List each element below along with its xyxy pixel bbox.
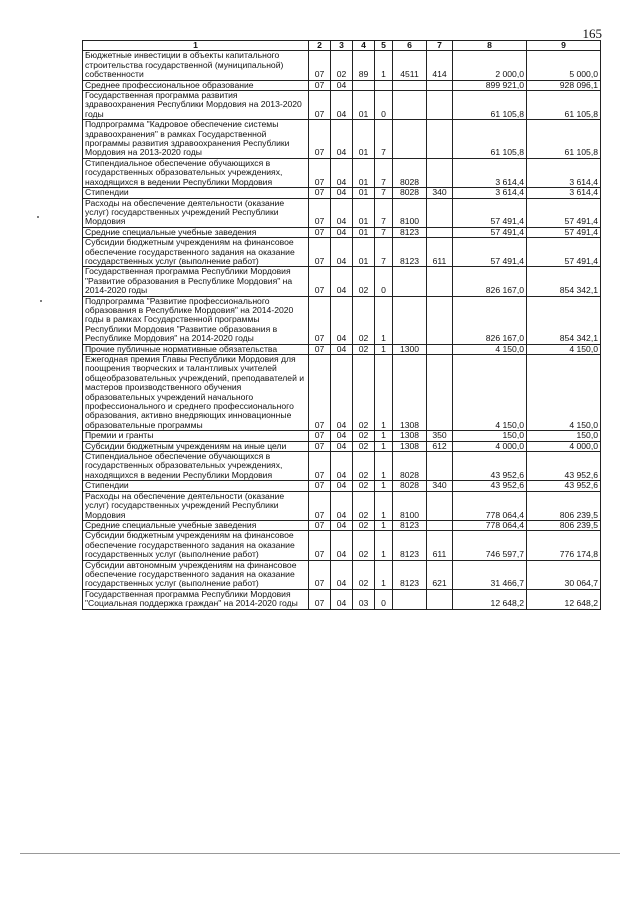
col-program: 01 (353, 120, 375, 159)
col-article: 4511 (393, 51, 427, 80)
table-row (83, 531, 601, 560)
row-name: Расходы на обеспечение деятельности (оказание услуг) государственных учреждений Республики Мордовия (83, 491, 309, 520)
table-row (83, 158, 601, 187)
col-subsection: 04 (331, 589, 353, 609)
col-expense-type (427, 452, 453, 481)
col-expense-type: 612 (427, 441, 453, 451)
col-expense-type (427, 520, 453, 530)
col-section: 07 (309, 238, 331, 267)
row-name: Государственная программа Республики Мордовия "Развитие образования в Республике Мордовия" на 2014-2020 годы (83, 267, 309, 296)
col-amount-2016: 61 105,8 (527, 120, 601, 159)
col-amount-2015: 12 648,2 (453, 589, 527, 609)
col-subsection: 04 (331, 267, 353, 296)
col-subprogram: 7 (375, 198, 393, 227)
col-subsection: 04 (331, 344, 353, 354)
col-amount-2016: 4 000,0 (527, 441, 601, 451)
col-amount-2016: 43 952,6 (527, 452, 601, 481)
col-amount-2015: 31 466,7 (453, 560, 527, 589)
row-name: Субсидии автономным учреждениям на финансовое обеспечение государственного задания на оказание государственных услуг (выполнение работ) (83, 560, 309, 589)
col-article (393, 80, 427, 90)
col-program: 03 (353, 589, 375, 609)
column-header: 1 (83, 41, 309, 51)
col-subprogram: 1 (375, 344, 393, 354)
table-row (83, 589, 601, 609)
col-amount-2016: 3 614,4 (527, 188, 601, 198)
table-row (83, 91, 601, 120)
column-header: 5 (375, 41, 393, 51)
col-article (393, 120, 427, 159)
col-amount-2016: 806 239,5 (527, 491, 601, 520)
col-amount-2016: 806 239,5 (527, 520, 601, 530)
col-section: 07 (309, 589, 331, 609)
col-amount-2015: 57 491,4 (453, 238, 527, 267)
col-program: 02 (353, 481, 375, 491)
col-article: 8123 (393, 531, 427, 560)
col-subprogram: 1 (375, 51, 393, 80)
col-subsection: 04 (331, 91, 353, 120)
col-program: 01 (353, 158, 375, 187)
col-subprogram: 7 (375, 158, 393, 187)
col-subsection: 04 (331, 355, 353, 431)
row-name: Субсидии бюджетным учреждениям на иные цели (83, 441, 309, 451)
col-article (393, 267, 427, 296)
col-expense-type (427, 355, 453, 431)
page-bottom-rule (20, 853, 620, 854)
row-name: Ежегодная премия Главы Республики Мордовия для поощрения творческих и талантливых учителей общеобразовательных учреждений, преподавателей и мастеров производственного обучения образовательных учреждений начального профессионального и среднего профессионального образования, активно внедряющих инновационные образовательные программы (83, 355, 309, 431)
row-name: Средние специальные учебные заведения (83, 520, 309, 530)
table-row (83, 227, 601, 237)
page-number: 165 (582, 26, 602, 41)
col-amount-2015: 746 597,7 (453, 531, 527, 560)
col-expense-type (427, 267, 453, 296)
col-section: 07 (309, 520, 331, 530)
table-row (83, 120, 601, 159)
column-header: 3 (331, 41, 353, 51)
col-amount-2015: 4 150,0 (453, 344, 527, 354)
col-article: 1308 (393, 355, 427, 431)
col-amount-2016: 57 491,4 (527, 238, 601, 267)
col-program (353, 80, 375, 90)
col-article: 8028 (393, 158, 427, 187)
col-amount-2016: 854 342,1 (527, 267, 601, 296)
col-program: 02 (353, 560, 375, 589)
scan-speck (40, 300, 42, 302)
col-subsection: 04 (331, 80, 353, 90)
col-amount-2015: 61 105,8 (453, 91, 527, 120)
col-amount-2016: 854 342,1 (527, 296, 601, 344)
col-subprogram (375, 80, 393, 90)
table-row (83, 267, 601, 296)
col-subprogram: 1 (375, 481, 393, 491)
budget-table (82, 40, 601, 610)
col-amount-2016: 57 491,4 (527, 198, 601, 227)
col-expense-type: 611 (427, 531, 453, 560)
col-subsection: 04 (331, 560, 353, 589)
col-subprogram: 7 (375, 120, 393, 159)
col-amount-2015: 43 952,6 (453, 481, 527, 491)
row-name: Субсидии бюджетным учреждениям на финансовое обеспечение государственного задания на оказание государственных услуг (выполнение работ) (83, 238, 309, 267)
col-subprogram: 1 (375, 531, 393, 560)
col-article: 1300 (393, 344, 427, 354)
col-expense-type: 621 (427, 560, 453, 589)
col-program: 02 (353, 520, 375, 530)
col-subsection: 04 (331, 441, 353, 451)
col-program: 01 (353, 188, 375, 198)
col-section: 07 (309, 431, 331, 441)
column-header: 7 (427, 41, 453, 51)
col-subsection: 04 (331, 227, 353, 237)
table-row (83, 296, 601, 344)
col-program: 01 (353, 198, 375, 227)
col-amount-2015: 57 491,4 (453, 198, 527, 227)
column-header: 8 (453, 41, 527, 51)
col-subprogram: 1 (375, 355, 393, 431)
col-amount-2016: 5 000,0 (527, 51, 601, 80)
col-amount-2015: 778 064,4 (453, 491, 527, 520)
col-subprogram: 7 (375, 188, 393, 198)
col-section: 07 (309, 296, 331, 344)
col-program: 02 (353, 344, 375, 354)
row-name: Государственная программа развития здравоохранения Республики Мордовия на 2013-2020 годы (83, 91, 309, 120)
col-subsection: 04 (331, 198, 353, 227)
row-name: Подпрограмма "Развитие профессионального образования в Республике Мордовия" на 2014-2020 годы в рамках Государственной программы Республики Мордовия "Развитие образования в Республике Мордовия" на 2014-2020 годы (83, 296, 309, 344)
col-amount-2015: 57 491,4 (453, 227, 527, 237)
col-section: 07 (309, 198, 331, 227)
column-header: 2 (309, 41, 331, 51)
col-program: 01 (353, 91, 375, 120)
table-row (83, 481, 601, 491)
col-subprogram: 1 (375, 491, 393, 520)
col-program: 02 (353, 296, 375, 344)
col-section: 07 (309, 355, 331, 431)
col-subprogram: 7 (375, 227, 393, 237)
col-amount-2016: 4 150,0 (527, 355, 601, 431)
col-article (393, 91, 427, 120)
col-amount-2016: 30 064,7 (527, 560, 601, 589)
col-article: 8123 (393, 238, 427, 267)
col-subprogram: 1 (375, 560, 393, 589)
scan-speck (37, 216, 39, 218)
row-name: Среднее профессиональное образование (83, 80, 309, 90)
col-subprogram: 1 (375, 441, 393, 451)
col-amount-2015: 150,0 (453, 431, 527, 441)
col-article (393, 589, 427, 609)
col-amount-2016: 43 952,6 (527, 481, 601, 491)
col-expense-type: 611 (427, 238, 453, 267)
column-header: 4 (353, 41, 375, 51)
col-amount-2015: 3 614,4 (453, 188, 527, 198)
table-row (83, 198, 601, 227)
row-name: Средние специальные учебные заведения (83, 227, 309, 237)
col-section: 07 (309, 491, 331, 520)
col-amount-2015: 43 952,6 (453, 452, 527, 481)
col-amount-2015: 3 614,4 (453, 158, 527, 187)
col-article: 1308 (393, 441, 427, 451)
col-article: 8028 (393, 481, 427, 491)
col-expense-type (427, 91, 453, 120)
col-expense-type: 350 (427, 431, 453, 441)
col-section: 07 (309, 51, 331, 80)
col-section: 07 (309, 441, 331, 451)
col-program: 01 (353, 238, 375, 267)
col-section: 07 (309, 188, 331, 198)
col-subsection: 04 (331, 520, 353, 530)
col-subsection: 04 (331, 296, 353, 344)
col-subsection: 04 (331, 188, 353, 198)
col-program: 02 (353, 491, 375, 520)
table-row (83, 452, 601, 481)
table-row (83, 491, 601, 520)
col-subsection: 04 (331, 431, 353, 441)
column-header: 6 (393, 41, 427, 51)
table-row (83, 431, 601, 441)
col-amount-2016: 928 096,1 (527, 80, 601, 90)
col-program: 02 (353, 355, 375, 431)
col-subsection: 04 (331, 452, 353, 481)
col-amount-2016: 150,0 (527, 431, 601, 441)
header-row (83, 41, 601, 51)
col-section: 07 (309, 267, 331, 296)
col-article: 8123 (393, 560, 427, 589)
row-name: Премии и гранты (83, 431, 309, 441)
col-amount-2015: 2 000,0 (453, 51, 527, 80)
col-program: 02 (353, 267, 375, 296)
col-subprogram: 0 (375, 589, 393, 609)
col-program: 02 (353, 531, 375, 560)
row-name: Подпрограмма "Кадровое обеспечение системы здравоохранения" в рамках Государственной программы развития здравоохранения Республики Мордовия на 2013-2020 годы (83, 120, 309, 159)
col-expense-type (427, 198, 453, 227)
col-amount-2016: 3 614,4 (527, 158, 601, 187)
col-article: 8123 (393, 227, 427, 237)
col-subsection: 02 (331, 51, 353, 80)
row-name: Прочие публичные нормативные обязательства (83, 344, 309, 354)
col-amount-2015: 4 000,0 (453, 441, 527, 451)
col-expense-type (427, 120, 453, 159)
col-section: 07 (309, 531, 331, 560)
col-subprogram: 0 (375, 267, 393, 296)
col-expense-type: 414 (427, 51, 453, 80)
col-subprogram: 1 (375, 452, 393, 481)
col-expense-type (427, 80, 453, 90)
row-name: Стипендии (83, 188, 309, 198)
col-article (393, 296, 427, 344)
table-row (83, 188, 601, 198)
col-article: 8100 (393, 198, 427, 227)
col-amount-2016: 776 174,8 (527, 531, 601, 560)
col-expense-type (427, 158, 453, 187)
col-expense-type (427, 227, 453, 237)
col-amount-2015: 899 921,0 (453, 80, 527, 90)
col-program: 01 (353, 227, 375, 237)
col-article: 8028 (393, 188, 427, 198)
col-amount-2015: 826 167,0 (453, 296, 527, 344)
column-header: 9 (527, 41, 601, 51)
col-article: 8028 (393, 452, 427, 481)
col-section: 07 (309, 344, 331, 354)
table-row (83, 238, 601, 267)
col-expense-type (427, 491, 453, 520)
col-subsection: 04 (331, 531, 353, 560)
col-amount-2016: 12 648,2 (527, 589, 601, 609)
col-subprogram: 1 (375, 431, 393, 441)
col-amount-2016: 4 150,0 (527, 344, 601, 354)
row-name: Стипендиальное обеспечение обучающихся в государственных образовательных учреждениях, находящихся в ведении Республики Мордовия (83, 452, 309, 481)
table-row (83, 441, 601, 451)
col-subsection: 04 (331, 238, 353, 267)
col-section: 07 (309, 91, 331, 120)
row-name: Государственная программа Республики Мордовия "Социальная поддержка граждан" на 2014-2020 годы (83, 589, 309, 609)
col-section: 07 (309, 158, 331, 187)
col-subprogram: 1 (375, 520, 393, 530)
col-section: 07 (309, 120, 331, 159)
col-article: 8123 (393, 520, 427, 530)
table-row (83, 80, 601, 90)
col-amount-2015: 61 105,8 (453, 120, 527, 159)
col-subprogram: 1 (375, 296, 393, 344)
col-amount-2015: 826 167,0 (453, 267, 527, 296)
col-section: 07 (309, 481, 331, 491)
col-subsection: 04 (331, 481, 353, 491)
col-program: 02 (353, 441, 375, 451)
table-row (83, 520, 601, 530)
col-section: 07 (309, 80, 331, 90)
col-program: 02 (353, 452, 375, 481)
col-program: 89 (353, 51, 375, 80)
col-subprogram: 7 (375, 238, 393, 267)
table-row (83, 355, 601, 431)
col-subsection: 04 (331, 491, 353, 520)
col-subsection: 04 (331, 120, 353, 159)
table-row (83, 344, 601, 354)
col-expense-type (427, 344, 453, 354)
row-name: Бюджетные инвестиции в объекты капитального строительства государственной (муниципальной) собственности (83, 51, 309, 80)
col-subsection: 04 (331, 158, 353, 187)
col-amount-2015: 778 064,4 (453, 520, 527, 530)
col-amount-2016: 61 105,8 (527, 91, 601, 120)
col-subprogram: 0 (375, 91, 393, 120)
table-row (83, 51, 601, 80)
col-article: 8100 (393, 491, 427, 520)
col-section: 07 (309, 452, 331, 481)
row-name: Стипендии (83, 481, 309, 491)
col-amount-2015: 4 150,0 (453, 355, 527, 431)
col-article: 1308 (393, 431, 427, 441)
row-name: Расходы на обеспечение деятельности (оказание услуг) государственных учреждений Республики Мордовия (83, 198, 309, 227)
col-section: 07 (309, 560, 331, 589)
col-section: 07 (309, 227, 331, 237)
col-amount-2016: 57 491,4 (527, 227, 601, 237)
col-expense-type (427, 589, 453, 609)
col-expense-type: 340 (427, 481, 453, 491)
row-name: Стипендиальное обеспечение обучающихся в государственных образовательных учреждениях, находящихся в ведении Республики Мордовия (83, 158, 309, 187)
col-expense-type (427, 296, 453, 344)
table-row (83, 560, 601, 589)
row-name: Субсидии бюджетным учреждениям на финансовое обеспечение государственного задания на оказание государственных услуг (выполнение работ) (83, 531, 309, 560)
col-expense-type: 340 (427, 188, 453, 198)
col-program: 02 (353, 431, 375, 441)
